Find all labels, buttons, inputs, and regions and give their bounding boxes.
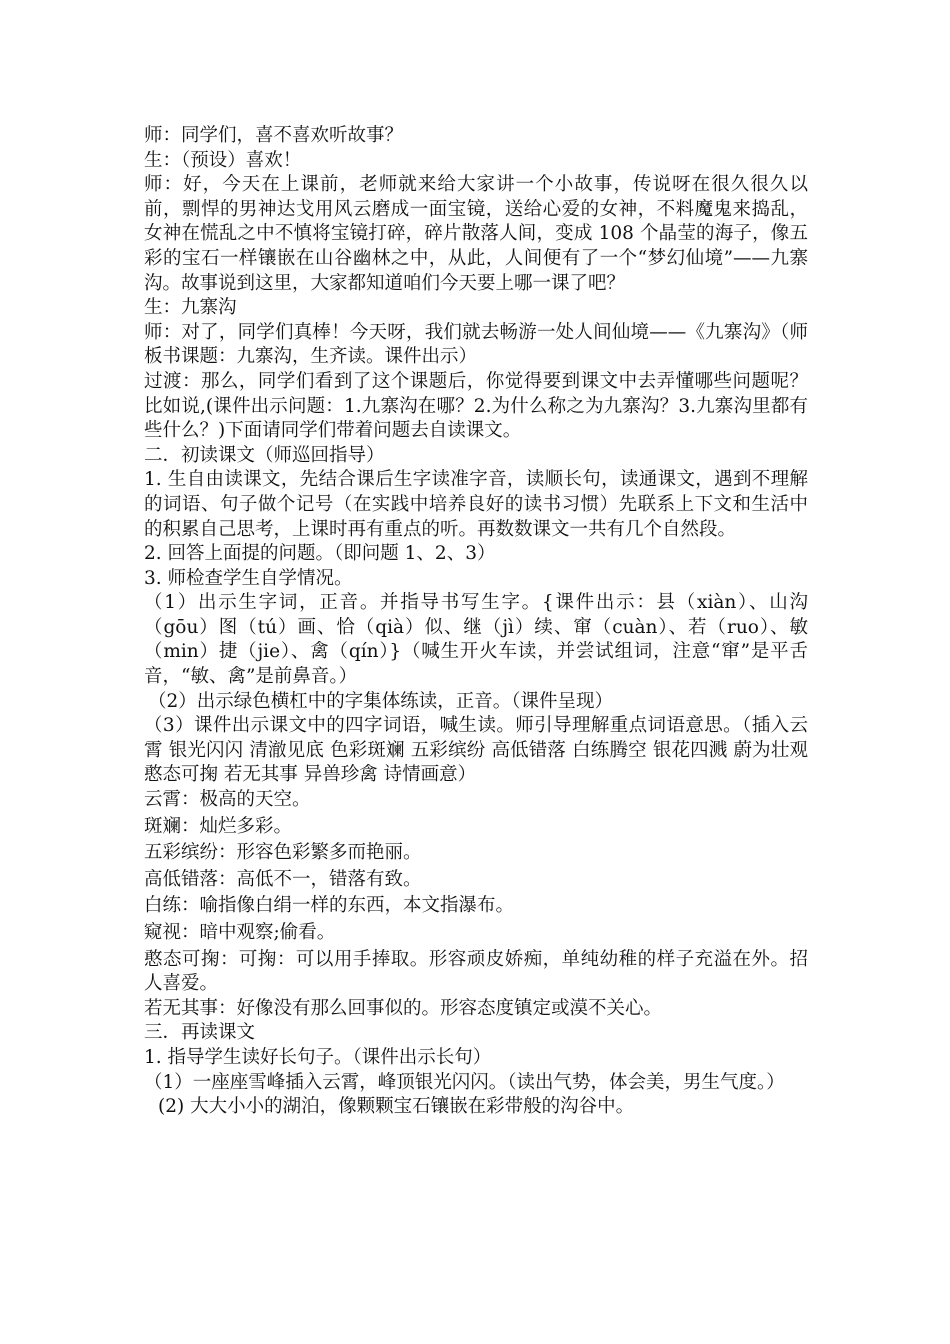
definition-banlan: 斑斓：灿烂多彩。 bbox=[144, 815, 293, 837]
step-1: 1. 生自由读课文，先结合课后生字读准字音，读顺长句，读通课文，遇到不理解的词语、句子做个记号（在实践中培养良好的读书习惯）先联系上下文和生活中的积累自己思考，上课时再有重点的听。再数数课文一共有几个自然段。 bbox=[144, 469, 808, 540]
document-body bbox=[144, 124, 808, 1120]
substep-3: （3）课件出示课文中的四字词语，喊生读。师引导理解重点词语意思。（插入云霄 银光闪闪 清澈见底 色彩斑斓 五彩缤纷 高低错落 白练腾空 银花四溅 蔚为壮观 憨态可掬 若无其事 异兽珍禽 诗情画意） bbox=[144, 715, 808, 786]
transition-paragraph: 过渡：那么，同学们看到了这个课题后，你觉得要到课文中去弄懂哪些问题呢？比如说,(课件出示问题：1.九寨沟在哪？2.为什么称之为九寨沟？3.九寨沟里都有些什么？)下面请同学们带着问题去自读课文。 bbox=[144, 370, 808, 442]
definition-ruowuqishi: 若无其事：好像没有那么回事似的。形容态度镇定或漠不关心。 bbox=[144, 997, 663, 1019]
step-2: 2. 回答上面提的问题。（即问题 1、2、3） bbox=[144, 543, 496, 565]
long-sentence-2: (2) 大大小小的湖泊，像颗颗宝石镶嵌在彩带般的沟谷中。 bbox=[158, 1096, 635, 1118]
section-heading-2: 二．初读课文（师巡回指导） bbox=[144, 444, 385, 466]
long-sentence-1: （1）一座座雪峰插入云霄，峰顶银光闪闪。（读出气势，体会美，男生气度。） bbox=[144, 1071, 785, 1093]
substep-1: （1）出示生字词，正音。并指导书写生字。{课件出示：县（xiàn）、山沟（gōu）图（tú）画、恰（qià）似、继（jì）续、窜（cuàn）、若（ruo）、敏（min）捷（jie）、禽（qín）}（喊生开火车读，并尝试组词，注意“窜”是平舌音，“敏、禽”是前鼻音。） bbox=[144, 592, 808, 688]
definition-wucaibinfen: 五彩缤纷：形容色彩繁多而艳丽。 bbox=[144, 842, 422, 864]
dialogue-teacher-intro: 师：对了，同学们真棒！今天呀，我们就去畅游一处人间仙境——《九寨沟》（师板书课题：九寨沟，生齐读。课件出示） bbox=[144, 321, 808, 368]
definition-bailian: 白练：喻指像白绢一样的东西，本文指瀑布。 bbox=[144, 895, 515, 917]
definition-yunxiao: 云霄：极高的天空。 bbox=[144, 789, 311, 811]
substep-2: （2）出示绿色横杠中的字集体练读，正音。（课件呈现） bbox=[148, 690, 614, 712]
definition-hantaikeju: 憨态可掬：可掬：可以用手捧取。形容顽皮娇痴，单纯幼稚的样子充溢在外。招人喜爱。 bbox=[144, 948, 808, 995]
step-3: 3. 师检查学生自学情况。 bbox=[144, 567, 353, 589]
dialogue-teacher-story: 师：好，今天在上课前，老师就来给大家讲一个小故事，传说呀在很久很久以前，剽悍的男神达戈用风云磨成一面宝镜，送给心爱的女神，不料魔鬼来捣乱，女神在慌乱之中不慎将宝镜打碎，碎片散落人间，变成 108 个晶莹的海子，像五彩的宝石一样镶嵌在山谷幽林之中，从此，人间便有了一个“梦幻仙境”——九寨沟。故事说到这里，大家都知道咱们今天要上哪一课了吧？ bbox=[144, 174, 808, 294]
definition-kuishi: 窥视：暗中观察;偷看。 bbox=[144, 922, 336, 943]
dialogue-teacher-question: 师：同学们，喜不喜欢听故事？ bbox=[144, 125, 404, 146]
definition-gaodicuoluo: 高低错落：高低不一，错落有致。 bbox=[144, 868, 422, 890]
dialogue-student-answer: 生：（预设）喜欢！ bbox=[144, 149, 302, 171]
dialogue-student-reply: 生：九寨沟 bbox=[144, 297, 237, 319]
section-heading-3: 三．再读课文 bbox=[144, 1022, 256, 1044]
step-long-sentences: 1. 指导学生读好长句子。（课件出示长句） bbox=[144, 1046, 492, 1068]
